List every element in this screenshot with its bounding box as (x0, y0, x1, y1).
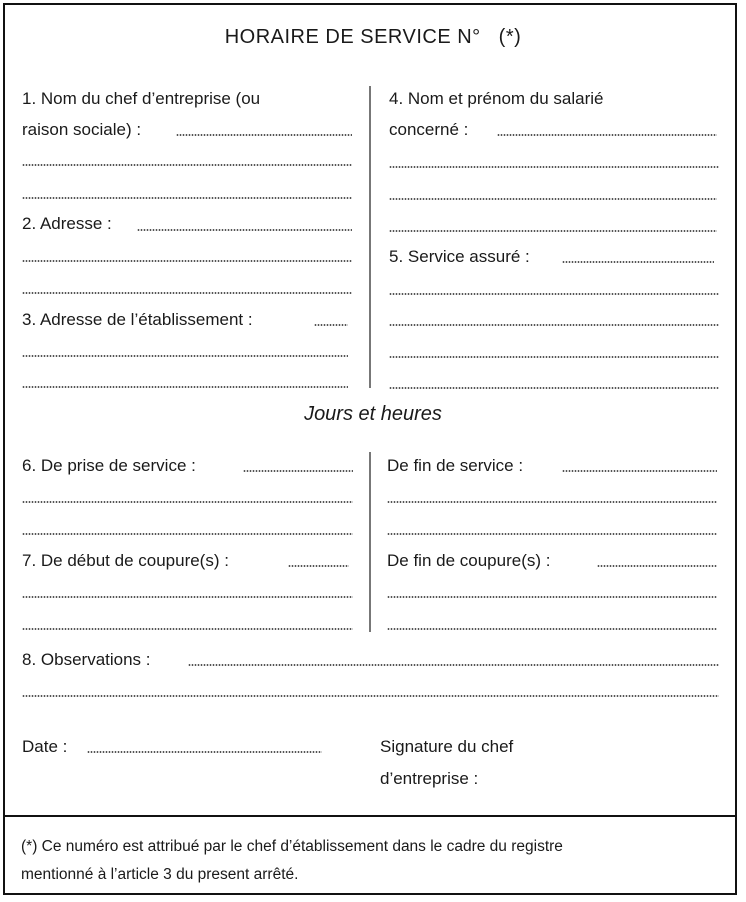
field-4-fill-line-2[interactable] (389, 166, 719, 168)
field-1-fill-line-2[interactable] (22, 164, 352, 166)
form-title-text: HORAIRE DE SERVICE N° (224, 26, 481, 48)
field-3-fill-line-3[interactable] (22, 386, 348, 388)
end-break-fill-line-2[interactable] (387, 596, 717, 598)
field-5-fill-line-3[interactable] (389, 324, 719, 326)
field-1-fill-line-3[interactable] (22, 197, 352, 199)
field-8-label: 8. Observations : (22, 650, 151, 669)
field-5-fill-line-1[interactable] (562, 261, 714, 263)
form-title (0, 26, 746, 49)
field-1-fill-line-1[interactable] (176, 134, 352, 136)
column-divider-top (369, 86, 371, 388)
field-1-label-line2: raison sociale) : (22, 120, 142, 139)
footnote-line2: mentionné à l’article 3 du present arrêté. (21, 866, 299, 883)
end-service-fill-line-1[interactable] (562, 470, 717, 472)
signature-label-line2: d’entreprise : (380, 769, 479, 788)
field-4-label-line2: concerné : (389, 120, 469, 139)
end-service-fill-line-2[interactable] (387, 501, 717, 503)
field-2-label: 2. Adresse : (22, 214, 112, 233)
end-break-fill-line-1[interactable] (597, 565, 717, 567)
field-7-fill-line-2[interactable] (22, 596, 353, 598)
end-service-label: De fin de service : (387, 456, 524, 475)
field-6-label: 6. De prise de service : (22, 456, 196, 475)
column-divider-times (369, 452, 371, 632)
form-title-asterisk: (*) (498, 26, 522, 48)
section-heading: Jours et heures (304, 403, 442, 425)
field-7-label: 7. De début de coupure(s) : (22, 551, 229, 570)
field-4-fill-line-4[interactable] (389, 230, 717, 232)
footnote-line1: (*) Ce numéro est attribué par le chef d’établissement dans le cadre du registre (21, 838, 563, 855)
date-label: Date : (22, 737, 68, 756)
signature-label-line1: Signature du chef (380, 737, 514, 756)
field-6-fill-line-3[interactable] (22, 533, 353, 535)
field-5-fill-line-4[interactable] (389, 356, 719, 358)
observations-fill-line-2[interactable] (22, 695, 719, 697)
end-break-fill-line-3[interactable] (387, 628, 717, 630)
field-2-fill-line-1[interactable] (137, 229, 352, 231)
field-3-fill-line-1[interactable] (314, 324, 348, 326)
field-3-fill-line-2[interactable] (22, 355, 348, 357)
field-6-fill-line-1[interactable] (243, 470, 353, 472)
field-1-label-line1: 1. Nom du chef d’entreprise (ou (22, 89, 261, 108)
field-4-fill-line-3[interactable] (389, 198, 717, 200)
field-5-label: 5. Service assuré : (389, 247, 530, 266)
field-7-fill-line-3[interactable] (22, 628, 353, 630)
field-2-fill-line-2[interactable] (22, 260, 352, 262)
end-service-fill-line-3[interactable] (387, 533, 717, 535)
field-4-fill-line-1[interactable] (497, 134, 717, 136)
field-3-label: 3. Adresse de l’établissement : (22, 310, 253, 329)
observations-fill-line-1[interactable] (188, 664, 719, 666)
field-5-fill-line-5[interactable] (389, 387, 719, 389)
field-5-fill-line-2[interactable] (389, 293, 719, 295)
field-6-fill-line-2[interactable] (22, 501, 353, 503)
end-break-label: De fin de coupure(s) : (387, 551, 551, 570)
field-7-fill-line-1[interactable] (288, 565, 349, 567)
footnote-separator (5, 815, 735, 817)
date-fill-line[interactable] (87, 751, 322, 753)
field-2-fill-line-3[interactable] (22, 292, 352, 294)
field-4-label-line1: 4. Nom et prénom du salarié (389, 89, 604, 108)
